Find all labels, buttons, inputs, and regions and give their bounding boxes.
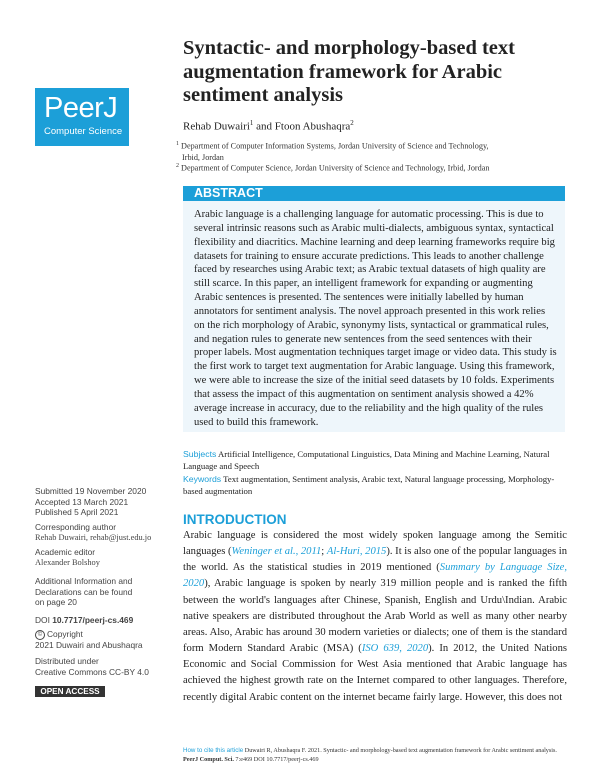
- license: [35, 656, 170, 677]
- author-affiliation-mark: 1: [249, 119, 254, 127]
- keywords-label: Keywords: [183, 474, 222, 484]
- intro-text: ). In 2012, the United Nations Economic and Social Commission for West Asia mentioned that Arabic language has achieved the highest growth rate on the Internet compared to other languages. Therefore, recently digital Arabic content on the internet became fairly large. However, this does not: [183, 643, 567, 703]
- journal-name: PeerJ: [44, 92, 118, 124]
- author-affiliation-mark: 2: [350, 119, 354, 127]
- cite-label: How to cite this article: [183, 747, 244, 754]
- subjects-text: Artificial Intelligence, Computational Linguistics, Data Mining and Machine Learning, Natural Language and Speech: [183, 449, 550, 471]
- editor-name: Alexander Bolshoy: [35, 557, 100, 567]
- cite-tail[interactable]: 7:e469 DOI 10.7717/peerj-cs.469: [235, 755, 319, 763]
- open-access-badge: OPEN ACCESS: [35, 686, 105, 697]
- citation-link[interactable]: Weninger et al., 2011: [231, 546, 322, 558]
- copyright: [35, 629, 170, 650]
- corresponding-contact[interactable]: Rehab Duwairi, rehab@just.edu.jo: [35, 532, 152, 542]
- article-title: Syntactic- and morphology-based text augmentation framework for Arabic sentiment analysis: [183, 37, 515, 106]
- accepted-label: Accepted: [35, 496, 70, 507]
- journal-logo: [35, 88, 129, 146]
- intro-text: Arabic language is considered the most widely spoken language among the Semitic languages (: [183, 530, 567, 558]
- doi: [35, 615, 170, 626]
- citation-link[interactable]: ISO 639, 2020: [361, 643, 429, 655]
- keywords-text: Text augmentation, Sentiment analysis, Arabic text, Natural language processing, Morphology-based augmentation: [183, 474, 555, 496]
- submitted-date: 19 November 2020: [75, 486, 147, 496]
- citation-footer: [183, 747, 568, 764]
- academic-editor: [35, 547, 170, 568]
- author-joiner: and: [253, 120, 275, 133]
- abstract-heading: ABSTRACT: [183, 186, 565, 201]
- citation-link[interactable]: Al-Huri, 2015: [326, 546, 387, 558]
- corresponding-author: [35, 522, 170, 543]
- journal-abbrev: PeerJ Comput. Sci.: [183, 755, 234, 763]
- affiliation-number: 1: [176, 141, 179, 147]
- keywords: [183, 474, 565, 497]
- subjects-label: Subjects: [183, 449, 217, 459]
- subjects: [183, 449, 565, 472]
- additional-info[interactable]: Additional Information and Declarations can be found on page 20: [35, 576, 133, 608]
- abstract-text: Arabic language is a challenging language for automatic processing. This is due to several intrinsic reasons such as Arabic multi-dialects, ambiguous syntax, syntactical flexibility and diacritics. Machine learning and deep learning frameworks require big datasets for training to ensure accurate predictions. This leads to another challenge faced by researches using Arabic text; as Arabic textual datasets of high quality are still scarce. In this paper, an intelligent framework for expanding or augmenting Arabic sentences is presented. The sentences were initially labelled by human annotators for sentiment analysis. The novel approach presented in this work relies on the rich morphology of Arabic, synonymy lists, syntactical or grammatical rules, and negation rules to generate new sentences from the seed sentences with their proper labels. Most augmentation techniques target image or video data. This study is the first work to target text augmentation for Arabic language. Using this framework, we were able to increase the size of the initial seed datasets by 10 folds. Experiments that assess the impact of this augmentation on sentiment analysis showed a 42% average increase in accuracy, due to the reliability and the high quality of the rules used to build this framework.: [194, 209, 557, 428]
- doi-label: DOI: [35, 615, 50, 625]
- accepted-date: 13 March 2021: [72, 496, 129, 507]
- license-line-2[interactable]: Creative Commons CC-BY 4.0: [35, 666, 149, 677]
- affiliation-text: Department of Computer Information Systems, Jordan University of Science and Technology,: [181, 141, 489, 151]
- submitted-label: Submitted: [35, 486, 73, 496]
- author-name[interactable]: Ftoon Abushaqra: [274, 120, 351, 133]
- cite-text: Duwairi R, Abushaqra F. 2021. Syntactic- and morphology-based text augmentation framework for Arabic sentiment analysis.: [244, 747, 557, 754]
- intro-text: ;: [321, 546, 327, 558]
- copyright-icon: ©: [35, 630, 45, 640]
- corresponding-label: Corresponding author: [35, 522, 117, 532]
- citation-link[interactable]: Summary by Language Size, 2020: [183, 562, 567, 590]
- introduction-heading: INTRODUCTION: [183, 512, 287, 527]
- intro-text: ). It is also one of the popular languages in the world. As the statistical studies in 2019 mentioned (: [183, 546, 567, 574]
- submission-dates: [35, 486, 170, 518]
- author-name[interactable]: Rehab Duwairi: [183, 120, 250, 133]
- affiliation-text: Department of Computer Science, Jordan University of Science and Technology, Irbid, Jordan: [181, 163, 490, 173]
- copyright-label: Copyright: [47, 629, 83, 639]
- license-line-1: Distributed under: [35, 656, 99, 666]
- published-label: Published: [35, 507, 72, 518]
- author-list: [183, 119, 354, 133]
- editor-label: Academic editor: [35, 547, 96, 557]
- affiliation-2: [176, 161, 566, 174]
- affiliation-number: 2: [176, 163, 179, 169]
- affiliation-text-cont: Irbid, Jordan: [182, 152, 224, 162]
- doi-link[interactable]: 10.7717/peerj-cs.469: [52, 615, 134, 625]
- copyright-holders: 2021 Duwairi and Abushaqra: [35, 639, 143, 650]
- journal-subtitle: Computer Science: [44, 126, 123, 137]
- affiliation-1: [176, 139, 566, 163]
- introduction-paragraph: [183, 528, 567, 706]
- published-date: 5 April 2021: [74, 507, 119, 518]
- intro-text: ), Arabic language is spoken by nearly 319 million people and is ranked the fifth between the world's languages after Chinese, Spanish, English and Urdu\Indian. Arabic native speakers are distributed throughout the Arab World as well as many other nearby areas. Also, Arabic has around 30 modern varieties or dialects; one of them is the standard form Modern Standard Arabic (MSA) (: [183, 578, 567, 655]
